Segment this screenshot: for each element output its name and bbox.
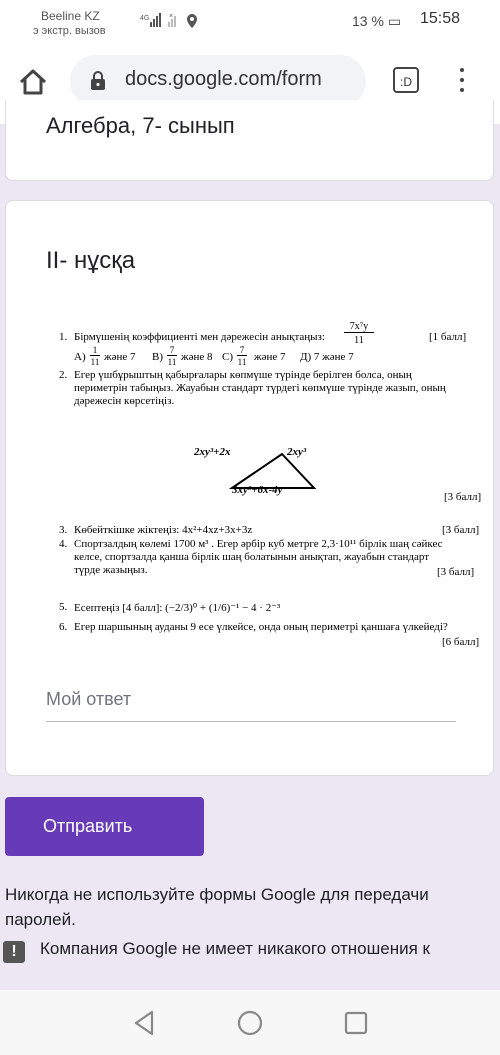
svg-text:4G: 4G	[140, 15, 150, 22]
q4-number: 4.	[59, 538, 68, 550]
q5-text: Есептеңіз [4 балл]: (−2/3)⁰ + (1/6)⁻¹ − 4 · 2⁻³	[74, 602, 281, 614]
q1-opt-a-num: 1	[90, 345, 100, 356]
clock: 15:58	[420, 10, 461, 27]
recents-square-icon[interactable]	[344, 1011, 368, 1035]
q5-number: 5.	[59, 601, 68, 613]
svg-text:×: ×	[169, 13, 174, 20]
q2-number: 2.	[59, 369, 68, 381]
triangle-bottom-side: 3xy³+6x-4y	[232, 484, 283, 496]
q2-line2: периметрін табыңыз. Жауабын стандарт түрдегі көпмүше түрінде жазып, оның	[74, 382, 446, 394]
q4-line2: келсе, спортзалда қанша бірлік шаң болатынын анықтап, жауабын стандарт	[74, 551, 430, 563]
q6-text: Егер шаршының ауданы 9 есе үлкейсе, онда оның периметрі қаншаға үлкейеді?	[74, 621, 448, 633]
back-triangle-icon[interactable]	[132, 1010, 156, 1036]
q1-text: Бірмүшенің коэффициенті мен дәрежесін анықтаңыз:	[74, 331, 325, 343]
tab-switcher-button[interactable]: :D	[393, 67, 419, 93]
home-icon[interactable]	[17, 66, 49, 98]
submit-button[interactable]	[5, 797, 204, 856]
google-disclaimer	[0, 935, 500, 990]
q1-opt-b-num: 7	[167, 345, 177, 356]
carrier-label: Beeline KZ	[41, 9, 100, 23]
q1-opt-c-num: 7	[237, 345, 247, 356]
submit-label: Отправить	[43, 816, 133, 836]
q4-points: [3 балл]	[437, 566, 475, 578]
answer-input[interactable]: Мой ответ	[46, 689, 132, 709]
password-notice: Никогда не используйте формы Google для передачи паролей.	[5, 885, 429, 929]
home-circle-icon[interactable]	[237, 1010, 263, 1036]
q3-text: Көбейткішке жіктеңіз: 4x²+4xz+3x+3z	[74, 524, 253, 536]
form-header-card	[5, 100, 494, 181]
q1-frac-num: 7x⁷y	[344, 321, 374, 333]
q6-points: [6 балл]	[442, 636, 480, 648]
q1-opt-b-tail: және 8	[181, 351, 213, 363]
q4-line1: Спортзалдың көлемі 1700 м³ . Егер әрбір куб метрге 2,3·10¹¹ бірлік шаң сәйкес	[74, 538, 443, 550]
triangle-left-side: 2xy³+2x	[194, 446, 231, 458]
q3-points: [3 балл]	[442, 524, 480, 536]
q6-number: 6.	[59, 621, 68, 633]
q1-opt-c-den: 11	[237, 357, 247, 367]
more-vert-icon[interactable]	[455, 64, 469, 96]
form-title: Алгебра, 7- сынып	[46, 113, 235, 138]
question-title: ІІ- нұсқа	[46, 247, 136, 274]
exclamation-icon: !	[3, 941, 25, 963]
q1-opt-c-tail: және 7	[254, 351, 286, 363]
q4-line3: түрде жазыңыз.	[74, 564, 148, 576]
status-bar	[0, 0, 500, 42]
q1-opt-b: B)	[152, 351, 163, 363]
q1-opt-b-den: 11	[167, 357, 177, 367]
q2-line1: Егер үшбұрыштың қабырғалары көпмүше түрінде берілген болса, оның	[74, 369, 412, 381]
question-card	[5, 200, 494, 776]
q2-line3: дәрежесін көрсетіңіз.	[74, 395, 175, 407]
battery-status	[352, 13, 401, 30]
battery-percent: 13 %	[352, 13, 384, 29]
q1-number: 1.	[59, 331, 68, 343]
disclaimer-text: Компания Google не имеет никакого отношения к	[40, 939, 430, 958]
q3-number: 3.	[59, 524, 68, 536]
q1-opt-a-den: 11	[90, 357, 100, 367]
question-image	[44, 321, 484, 656]
lock-icon	[90, 71, 106, 91]
answer-underline	[46, 721, 456, 722]
battery-icon: ▭	[387, 13, 402, 29]
url-text: docs.google.com/form	[125, 68, 322, 90]
android-nav-bar	[0, 990, 500, 1055]
signal-icons	[140, 12, 200, 28]
q1-opt-a: A)	[74, 351, 86, 363]
q1-opt-c: C)	[222, 351, 233, 363]
q2-points: [3 балл]	[444, 491, 482, 503]
q1-points: [1 балл]	[429, 331, 467, 343]
q1-frac-den: 11	[354, 335, 364, 346]
q1-opt-d: Д) 7 және 7	[300, 351, 354, 363]
q1-opt-a-tail: және 7	[104, 351, 136, 363]
triangle-right-side: 2xy³	[287, 446, 307, 458]
emergency-label: э экстр. вызов	[33, 25, 106, 37]
